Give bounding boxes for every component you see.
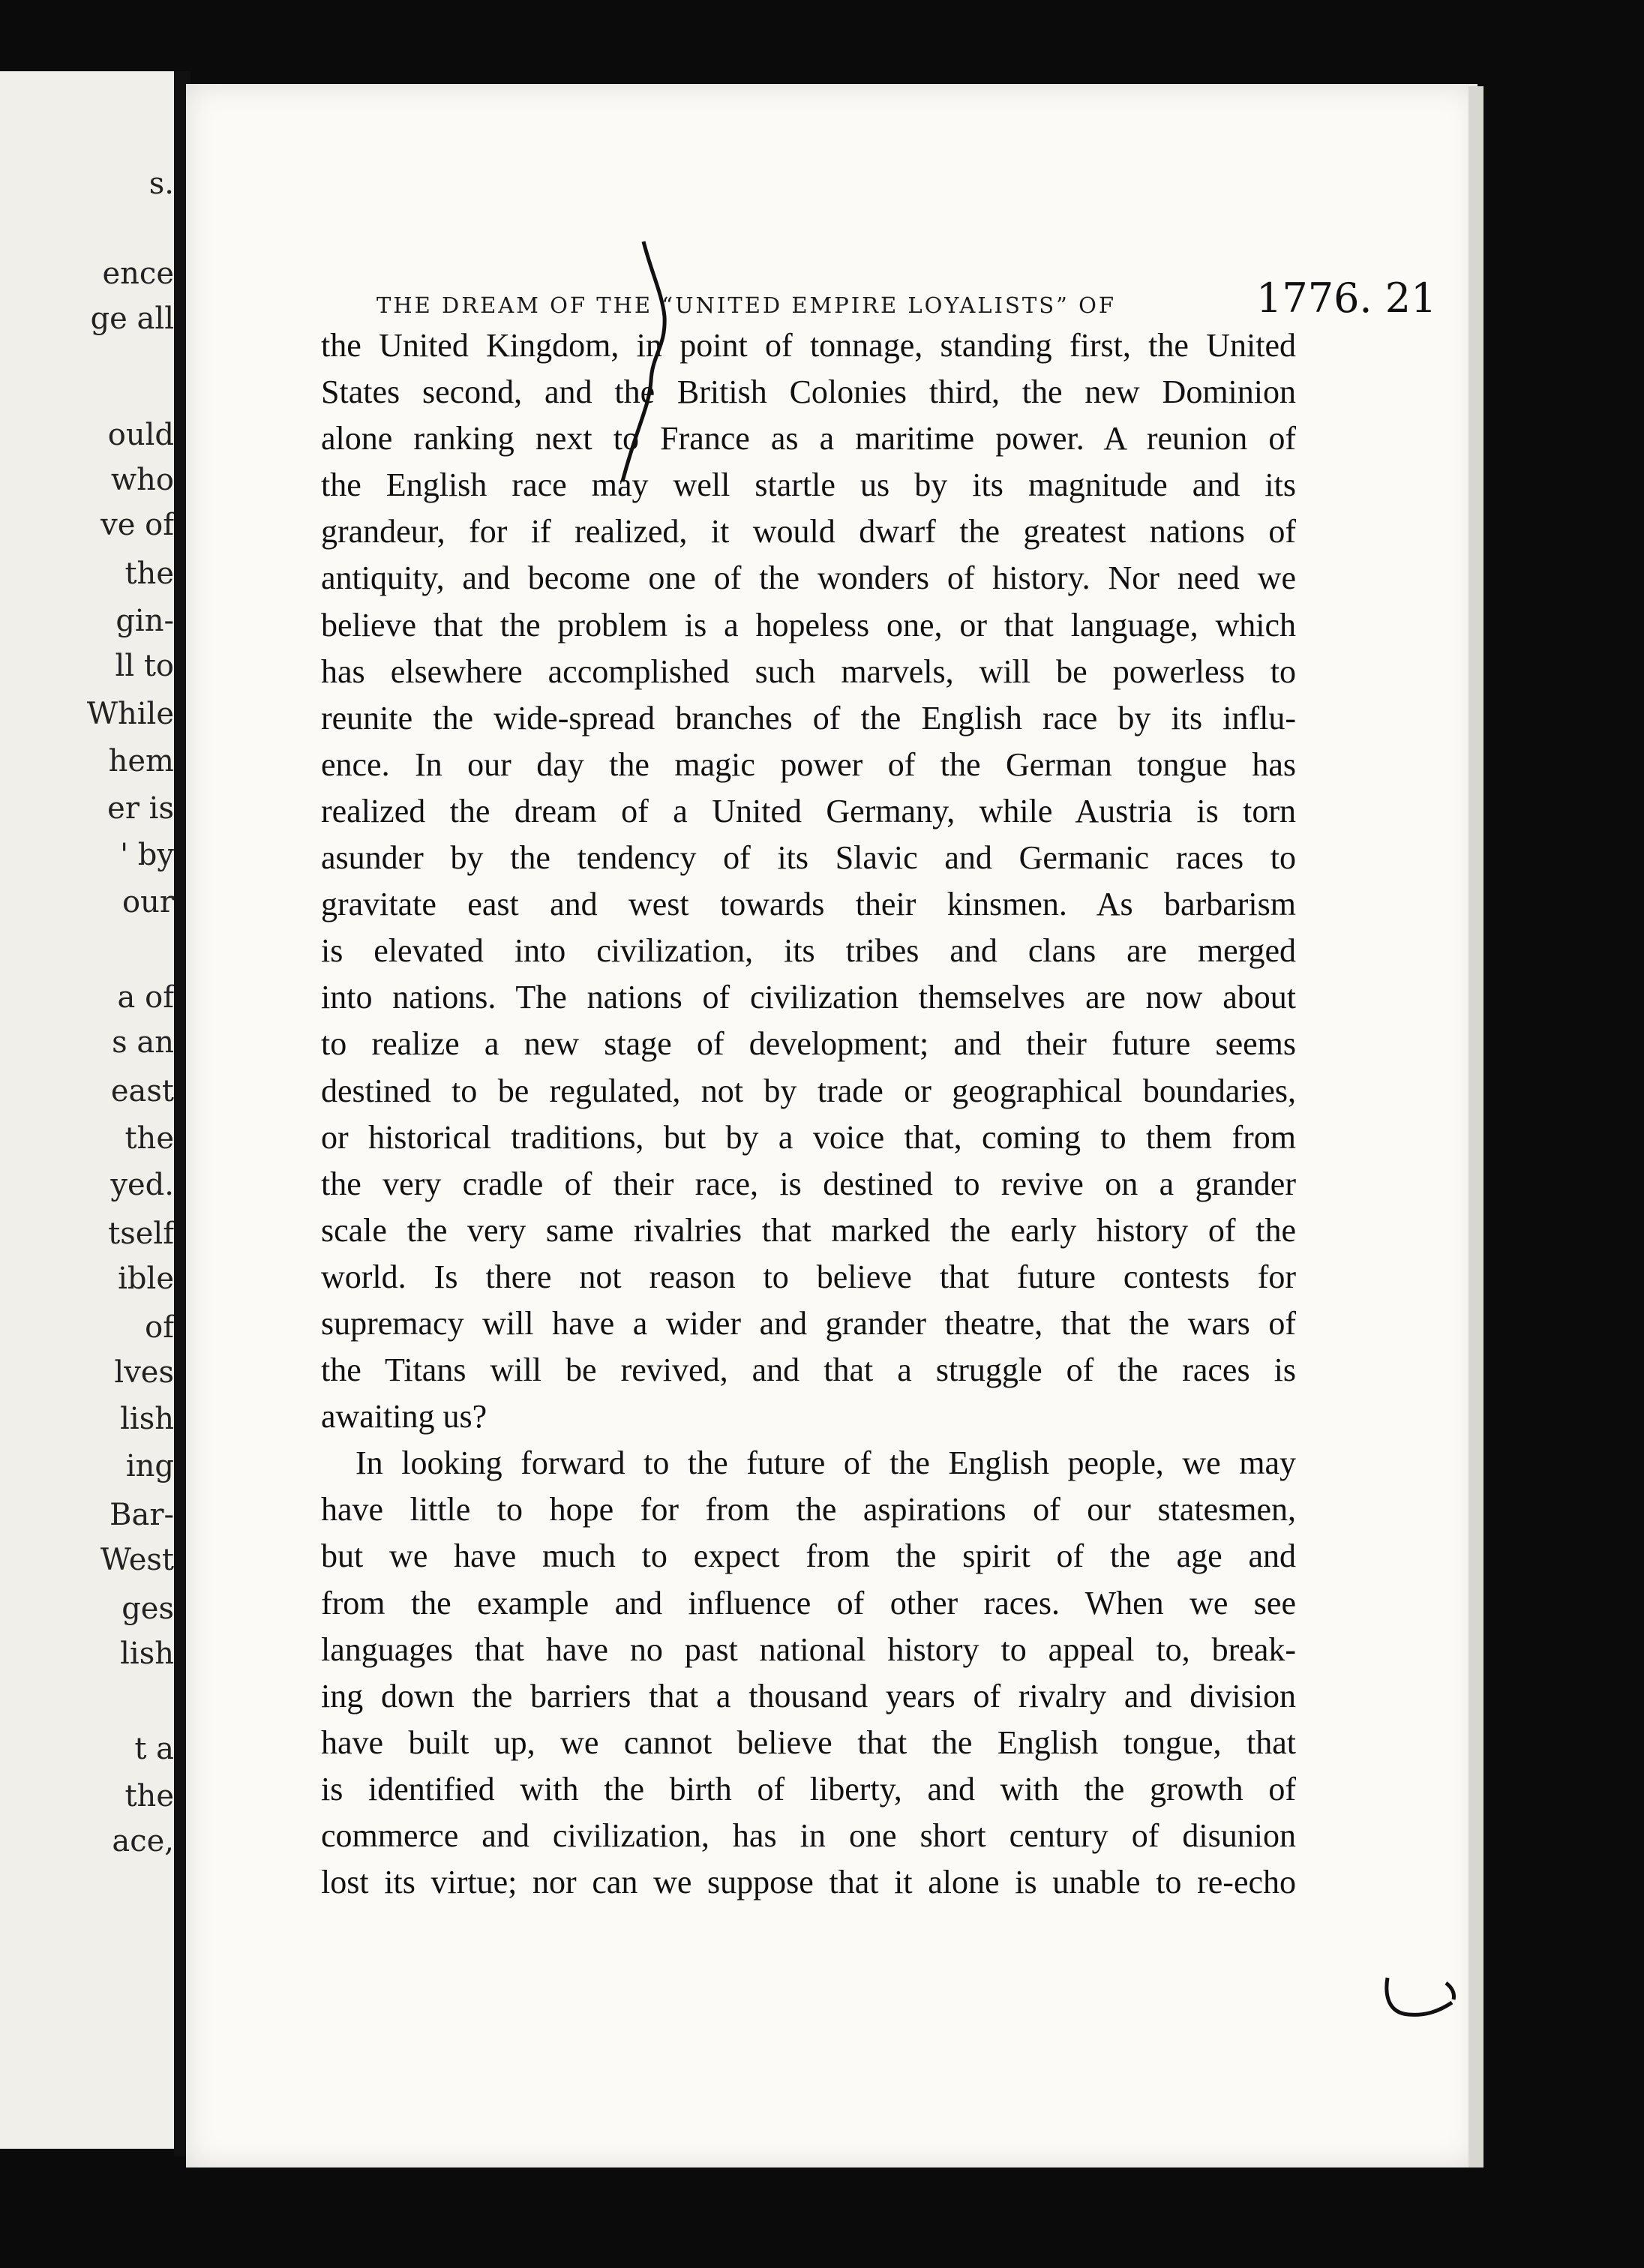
facing-page-line [0, 1680, 180, 1725]
facing-page-line: ' by [120, 838, 174, 872]
facing-page-fragment [0, 71, 180, 2149]
text-line: or historical traditions, but by a voice that, coming to them from [321, 1118, 1296, 1156]
facing-page-line: of [145, 1310, 174, 1345]
text-line: awaiting us? [321, 1398, 488, 1436]
facing-page-line: who [110, 463, 174, 497]
facing-page-line: east [110, 1074, 174, 1108]
facing-page-line: gin- [116, 604, 174, 638]
text-line: asunder by the tendency of its Slavic and Germanic races to [321, 839, 1296, 877]
facing-page-line [0, 926, 180, 971]
text-line: the Titans will be revived, and that a struggle of the races is [321, 1352, 1296, 1389]
facing-page-line: ing [125, 1449, 174, 1484]
text-line: In looking forward to the future of the English people, we may [356, 1444, 1296, 1482]
text-line: is elevated into civilization, its tribes and clans are merged [321, 932, 1296, 970]
text-line: scale the very same rivalries that marked the early history of the [321, 1211, 1296, 1249]
text-line: the United Kingdom, in point of tonnage, standing first, the United [321, 327, 1296, 364]
text-line: commerce and civilization, has in one short century of disunion [321, 1817, 1296, 1854]
facing-page-line: ve of [100, 508, 174, 542]
facing-page-line: West [100, 1543, 174, 1577]
text-line: the very cradle of their race, is destined to revive on a grander [321, 1165, 1296, 1202]
facing-page-line: tself [108, 1216, 174, 1251]
facing-page-line: the [124, 556, 174, 591]
header-year: 1776. [1256, 274, 1372, 322]
facing-page-line: ges [122, 1592, 174, 1626]
text-line: has elsewhere accomplished such marvels, will be powerless to [321, 652, 1296, 690]
text-line: from the example and influence of other races. When we see [321, 1584, 1296, 1622]
facing-page-line: While [86, 697, 174, 731]
facing-page-line: ould [107, 418, 174, 452]
text-line: believe that the problem is a hopeless one, or that language, which [321, 606, 1296, 644]
facing-page-line [0, 368, 180, 412]
facing-page-line: Bar- [110, 1498, 174, 1532]
text-line: gravitate east and west towards their kinsmen. As barbarism [321, 886, 1296, 923]
facing-page-line: the [124, 1121, 174, 1156]
text-line: reunite the wide-spread branches of the English race by its influ- [321, 699, 1296, 736]
facing-page-line: lish [120, 1636, 174, 1671]
facing-page-line: the [124, 1779, 174, 1814]
text-line: lost its virtue; nor can we suppose that it alone is unable to re-echo [321, 1864, 1296, 1901]
facing-page-line: s. [148, 166, 174, 201]
facing-page-line: t a [134, 1732, 174, 1766]
text-line: supremacy will have a wider and grander theatre, that the wars of [321, 1304, 1296, 1342]
facing-page-line: ence [102, 256, 174, 291]
facing-page-line: er is [107, 791, 174, 826]
facing-page-line: ge all [90, 302, 174, 336]
page-edge [1468, 86, 1484, 2168]
text-line: have little to hope for from the aspirations of our statesmen, [321, 1491, 1296, 1528]
text-line: alone ranking next to France as a maritime power. A reunion of [321, 420, 1296, 458]
book-page [186, 84, 1478, 2168]
text-line: into nations. The nations of civilization themselves are now about [321, 979, 1296, 1016]
paragraph [321, 1440, 1296, 1906]
margin-pencil-mark [1380, 1966, 1462, 2026]
text-line: grandeur, for if realized, it would dwarf the greatest nations of [321, 513, 1296, 550]
facing-page-line: yed. [110, 1168, 174, 1202]
text-line: antiquity, and become one of the wonders of history. Nor need we [321, 560, 1296, 597]
body-text [321, 322, 1296, 1906]
facing-page-line: our [122, 885, 174, 920]
text-line: States second, and the British Colonies third, the new Dominion [321, 374, 1296, 411]
text-line: destined to be regulated, not by trade or geographical boundaries, [321, 1072, 1296, 1109]
folio [1256, 274, 1436, 322]
text-line: is identified with the birth of liberty, and with the growth of [321, 1770, 1296, 1808]
paragraph [321, 322, 1296, 1440]
running-head: THE DREAM OF THE “UNITED EMPIRE LOYALISTS” OF [376, 292, 1116, 318]
facing-page-line: a of [117, 980, 174, 1015]
text-line: have built up, we cannot believe that the English tongue, that [321, 1724, 1296, 1761]
facing-page-line: s an [112, 1025, 174, 1060]
text-line: languages that have no past national history to appeal to, break- [321, 1630, 1296, 1668]
facing-page-line: lish [120, 1402, 174, 1436]
text-line: ence. In our day the magic power of the German tongue has [321, 746, 1296, 783]
facing-page-line: ace, [112, 1824, 174, 1858]
text-line: but we have much to expect from the spirit of the age and [321, 1538, 1296, 1575]
facing-page-line: lves [114, 1355, 174, 1390]
facing-page-line: hem [108, 744, 174, 778]
facing-page-line: ible [118, 1262, 174, 1296]
text-line: ing down the barriers that a thousand years of rivalry and division [321, 1677, 1296, 1714]
text-line: realized the dream of a United Germany, while Austria is torn [321, 792, 1296, 830]
pen-stroke-mark [606, 234, 696, 519]
text-line: world. Is there not reason to believe that future contests for [321, 1258, 1296, 1295]
text-line: the English race may well startle us by its magnitude and its [321, 466, 1296, 504]
facing-page-line: ll to [115, 649, 174, 683]
page-number: 21 [1384, 274, 1437, 322]
text-line: to realize a new stage of development; and their future seems [321, 1025, 1296, 1063]
